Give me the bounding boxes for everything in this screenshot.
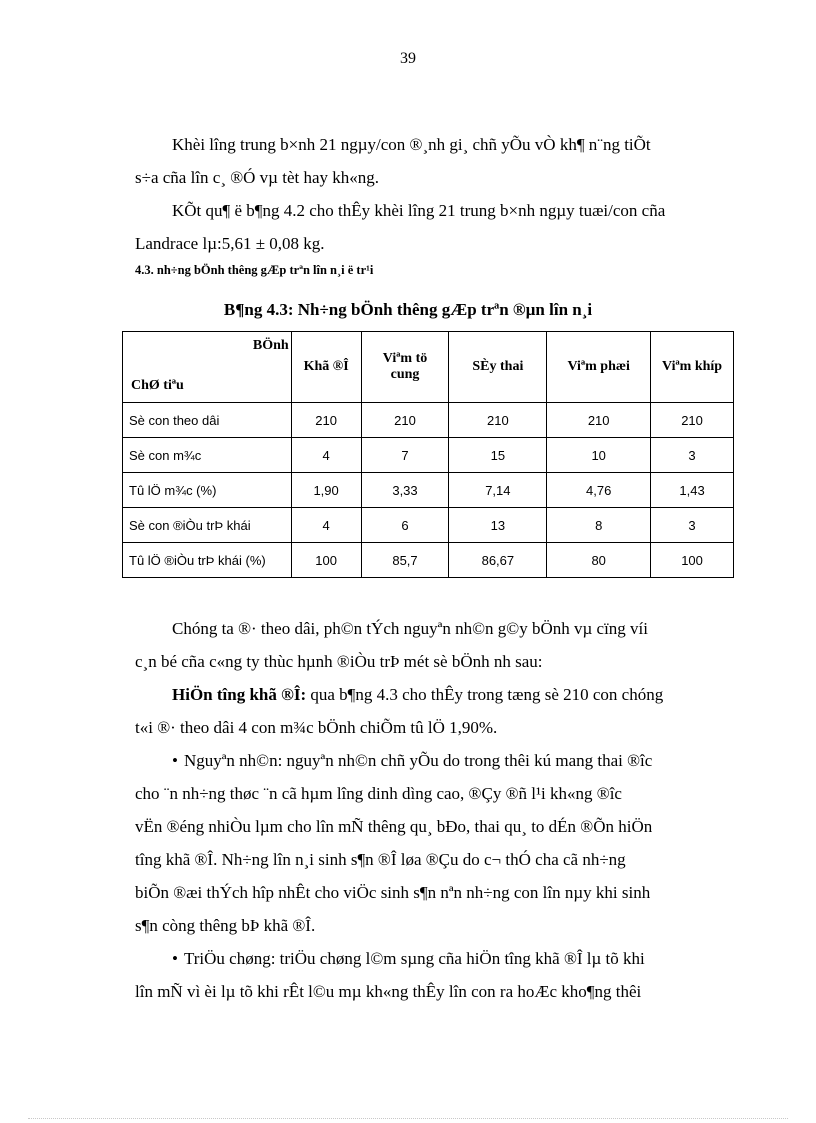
- paragraph-line: s÷a cña lîn c¸ ®Ó vµ tèt hay kh«ng.: [135, 168, 380, 187]
- paragraph-line: tîng khã ®Î. Nh÷ng lîn n¸i sinh s¶n ®Î løa ®Çu do c¬ thÓ cha cã nh÷ng: [135, 850, 626, 869]
- paragraph-line: biÕn ®æi thÝch hîp nhÊt cho viÖc sinh s¶n nªn nh÷ng con lîn nµy khi sinh: [135, 883, 651, 902]
- table-cell: 210: [361, 403, 449, 438]
- table-cell: 4: [291, 508, 361, 543]
- bullet-line: [135, 744, 741, 777]
- column-header: Viªm khíp: [651, 332, 734, 403]
- table-row: [123, 438, 734, 473]
- table-cell: 85,7: [361, 543, 449, 578]
- paragraph-line: cho ¨n nh÷ng thøc ¨n cã hµm lîng dinh dìng cao, ®Çy ®ñ l¹i kh«ng ®îc: [135, 784, 622, 803]
- table-cell: 1,90: [291, 473, 361, 508]
- table-row: [123, 508, 734, 543]
- table-cell: 15: [449, 438, 547, 473]
- table-cell: 100: [651, 543, 734, 578]
- table-corner-cell: [123, 332, 292, 403]
- section-heading: 4.3. nh÷ng bÖnh thêng gÆp trªn lîn n¸i ë tr¹i: [135, 263, 374, 277]
- table-cell: 86,67: [449, 543, 547, 578]
- page-number: 39: [400, 50, 416, 67]
- table-cell: 210: [291, 403, 361, 438]
- table-row: [123, 403, 734, 438]
- paragraph-line: KÕt qu¶ ë b¶ng 4.2 cho thÊy khèi lîng 21 trung b×nh ngµy tuæi/con cña: [172, 201, 666, 220]
- table-cell: 210: [547, 403, 651, 438]
- bold-lead: HiÖn tîng khã ®Î:: [172, 685, 307, 704]
- column-header: Khã ®Î: [291, 332, 361, 403]
- page-bottom-divider: [28, 1118, 788, 1119]
- paragraph-line: s¶n còng thêng bÞ khã ®Î.: [135, 916, 316, 935]
- bullet-icon: •: [172, 949, 178, 968]
- bullet-icon: •: [172, 751, 178, 770]
- paragraph-line: c¸n bé cña c«ng ty thùc hµnh ®iÒu trÞ mét sè bÖnh nh sau:: [135, 652, 543, 671]
- table-cell: 210: [449, 403, 547, 438]
- paragraph-line: Khèi lîng trung b×nh 21 ngµy/con ®¸nh gi¸ chñ yÕu vÒ kh¶ n¨ng tiÕt: [172, 135, 651, 154]
- paragraph-text: TriÖu chøng: triÖu chøng l©m sµng cña hiÖn tîng khã ®Î lµ tõ khi: [183, 949, 645, 968]
- table-cell: 7: [361, 438, 449, 473]
- table-cell: 80: [547, 543, 651, 578]
- paragraph-line: [135, 678, 741, 711]
- row-label: Tû lÖ ®iÒu trÞ khái (%): [123, 543, 292, 578]
- table-row: [123, 543, 734, 578]
- bullet-line: [135, 942, 741, 975]
- table-cell: 3: [651, 508, 734, 543]
- table-cell: 4,76: [547, 473, 651, 508]
- paragraph-line: t«i ®· theo dâi 4 con m¾c bÖnh chiÕm tû lÖ 1,90%.: [135, 718, 498, 737]
- disease-table: [122, 331, 734, 578]
- paragraph-text: Nguyªn nh©n: nguyªn nh©n chñ yÕu do trong thêi kú mang thai ®îc: [183, 751, 653, 770]
- table-cell: 210: [651, 403, 734, 438]
- table-cell: 6: [361, 508, 449, 543]
- column-header: Viªm tö cung: [361, 332, 449, 403]
- row-label: Sè con ®iÒu trÞ khái: [123, 508, 292, 543]
- row-label: Sè con m¾c: [123, 438, 292, 473]
- column-header: SÈy thai: [449, 332, 547, 403]
- table-cell: 1,43: [651, 473, 734, 508]
- table-row: [123, 473, 734, 508]
- paragraph-line: vËn ®éng nhiÒu lµm cho lîn mÑ thêng qu¸ bÐo, thai qu¸ to dÉn ®Õn hiÖn: [135, 817, 653, 836]
- table-cell: 10: [547, 438, 651, 473]
- table-cell: 3,33: [361, 473, 449, 508]
- paragraph-line: Landrace lµ:5,61 ± 0,08 kg.: [135, 234, 325, 253]
- table-caption: B¶ng 4.3: Nh÷ng bÖnh thêng gÆp trªn ®µn lîn n¸i: [223, 300, 593, 319]
- table-cell: 3: [651, 438, 734, 473]
- paragraph-line: lîn mÑ vì èi lµ tõ khi rÊt l©u mµ kh«ng thÊy lîn con ra hoÆc kho¶ng thêi: [135, 982, 642, 1001]
- corner-label-disease: BÖnh: [252, 338, 289, 353]
- column-header: Viªm phæi: [547, 332, 651, 403]
- table-cell: 4: [291, 438, 361, 473]
- corner-label-criteria: ChØ tiªu: [131, 378, 184, 393]
- paragraph-line: Chóng ta ®· theo dâi, ph©n tÝch nguyªn nh©n g©y bÖnh vµ cïng víi: [172, 619, 648, 638]
- paragraph-text: qua b¶ng 4.3 cho thÊy trong tæng sè 210 con chóng: [306, 685, 664, 704]
- row-label: Sè con theo dâi: [123, 403, 292, 438]
- table-cell: 8: [547, 508, 651, 543]
- table-header-row: [123, 332, 734, 403]
- table-cell: 7,14: [449, 473, 547, 508]
- row-label: Tû lÖ m¾c (%): [123, 473, 292, 508]
- table-cell: 13: [449, 508, 547, 543]
- table-cell: 100: [291, 543, 361, 578]
